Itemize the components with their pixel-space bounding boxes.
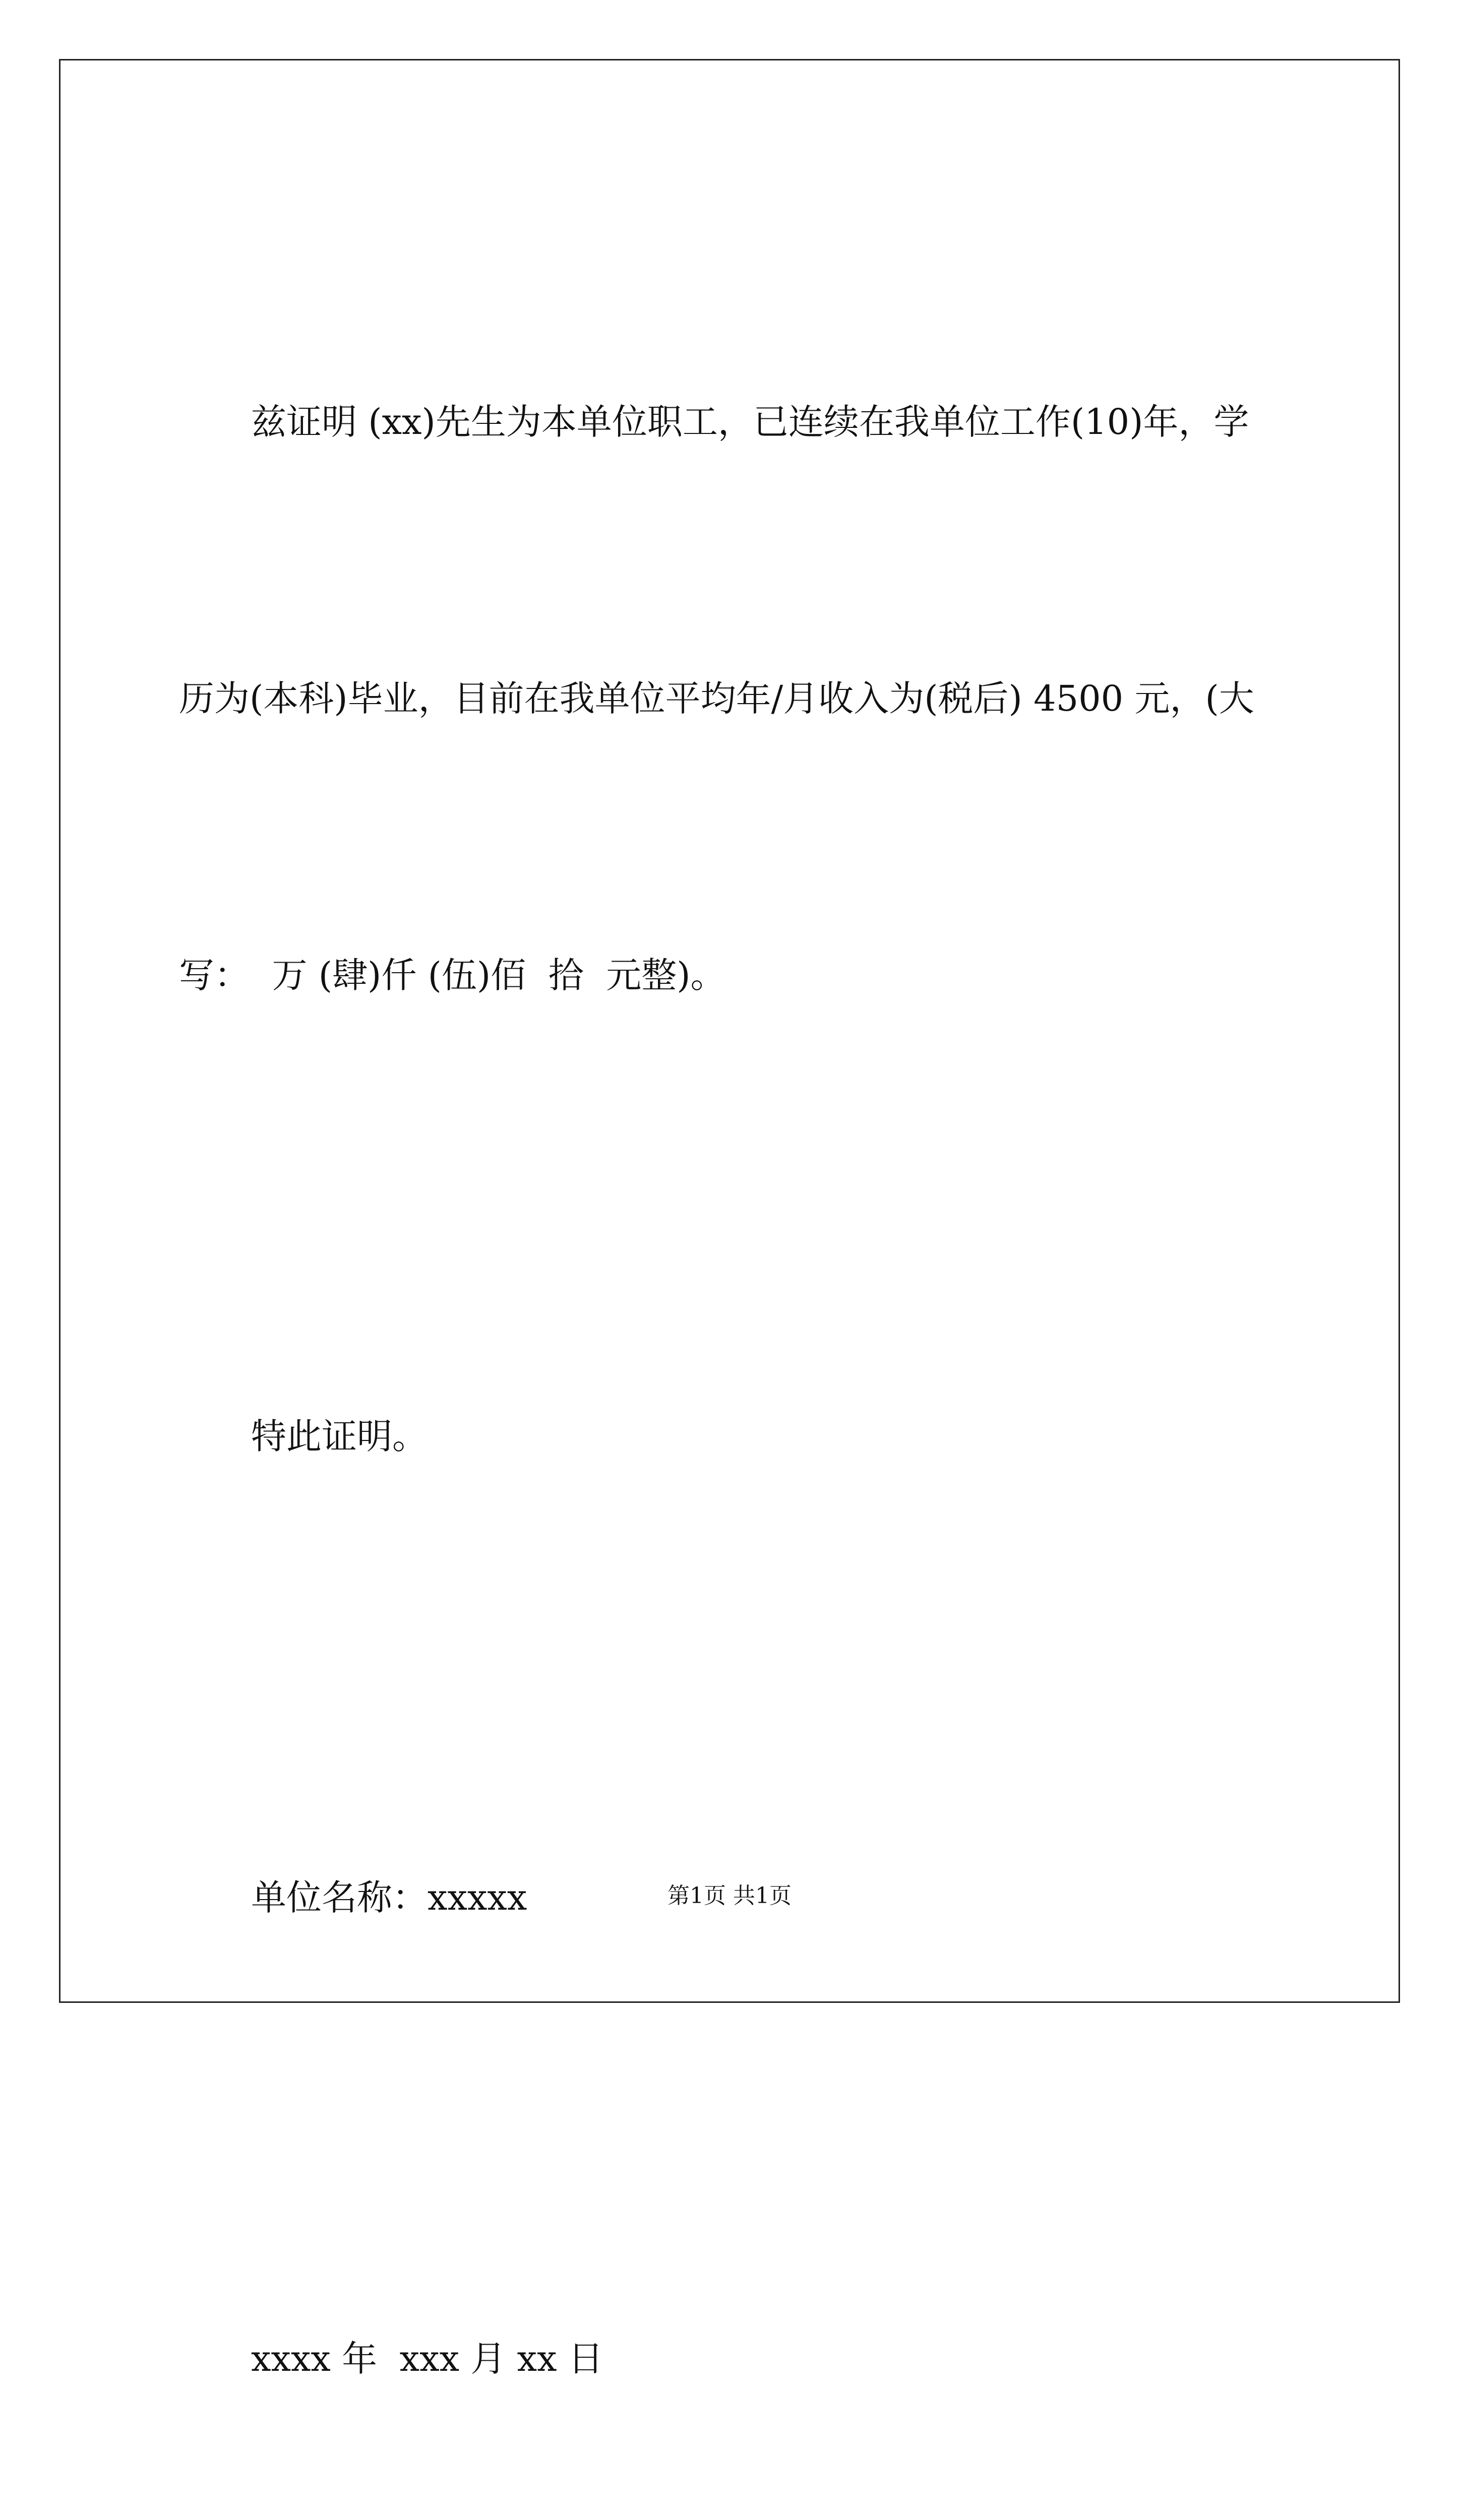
paragraph-certification [179,192,1288,1206]
text-line: 写： 万 (肆)仟 (伍)佰 拾 元整)。 [179,955,726,996]
paragraph-hereby [179,1206,1288,1667]
text-line: 兹证明 (xx)先生为本单位职工，已连续在我单位工作(10)年，学 [251,401,1249,443]
text-line: xxxx 年 xxx 月 xx 日 [251,2338,603,2379]
text-line: 特此证明。 [251,1416,428,1457]
paragraph-date [179,2128,1288,2520]
page-footer: 第1页 共1页 [667,1883,792,1909]
document-body [179,192,1288,2520]
text-line: 历为(本科)毕业，目前在我单位平均年/月收入为(税后) 4500 元，(大 [179,678,1254,719]
text-line: 单位名称：xxxxx [251,1877,527,1918]
